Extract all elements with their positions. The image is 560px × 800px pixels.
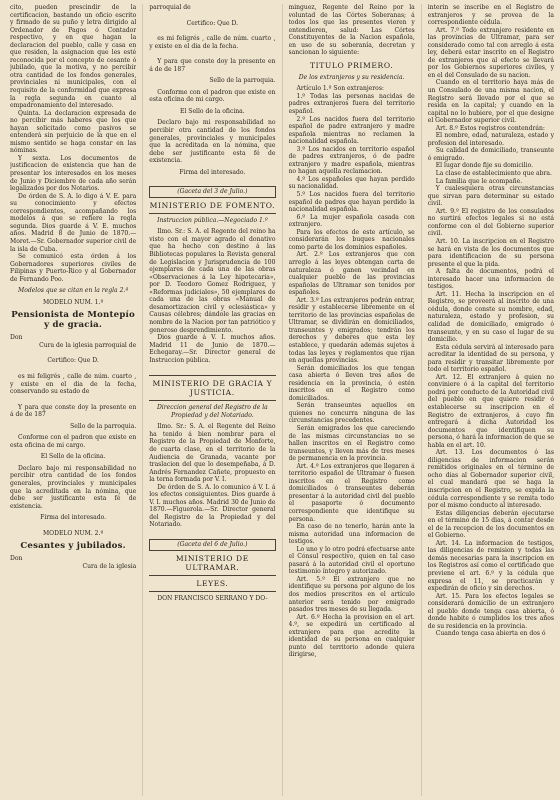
form-line: es mi feligrés , calle de núm. cuarto , y existe en el dia de la fecha, conservando su estado de [10, 372, 137, 396]
form-line: Cura de la iglesia parroquial de [39, 341, 137, 349]
article: Art. 11. Hecha la inscripcion en el Registro, se proveerá al inscrito de una cédula, donde conste su nombre, edad, naturaleza, estado y profesion, su calidad de domiciliado, emigrado ó transeunte, y en su caso el lugar de su domicilio. [427, 290, 554, 344]
law-intro: DON FRANCISCO SERRANO Y DO- [157, 594, 268, 602]
laws-heading: LEYES. [196, 578, 229, 588]
model-2-label: MODELO NUM. 2.º [42, 529, 104, 537]
article: Cuando en el territorio haya más de un Consulado de una misma nacion, el Registro será llevado por el que se resida en la capital; y cuando en la capital no lo hubiere, por el que designe el Gobernador superior civil. [427, 79, 554, 125]
paragraph: Ilmo. Sr.: S. A. el Regente del reino ha visto con el mayor agrado el donativo que ha hecho con destino á las Bibliotecas populares la Revista general de Legislacion y Jurisprudencia de 100 ejemplares de cada una de las obras «Observaciones á la Ley hipotecaria», por D. Teodoro Gomez Rodriguez, y «Reformas judiciales», 50 ejemplares de cada una de las obras «Manual de desamortizacion civil y eclesiástica» y Causas célebres; dándole las gracias en nombre de la Nacion por tan patriótico y generoso desprendimiento. [149, 228, 276, 334]
form-line: Don [10, 334, 23, 342]
article: A falta de documentos, podrá el interesado hacer una informacion de testigos. [427, 268, 554, 291]
form-line: Firma del interesado. [40, 514, 107, 522]
title-subheading: De los extranjeros y su residencia. [298, 73, 405, 81]
article: Art. 5.º El extranjero que no identifique su persona por alguno de los dos medios prescritos en el artículo anterior será tenido por emigrado pasados tres meses de su llegada. [288, 575, 415, 614]
model-2-heading: Cesantes y jubilados. [20, 541, 126, 552]
form-line: Sello de la parroquia. [209, 77, 276, 85]
article: La clase de establecimiento que abra. [435, 170, 552, 178]
article: Art. 12. El extranjero á quien no conviniere ó á la capital del territorio podrá por conducto de la Autoridad civil del pueblo en que quiere residir ó establecerse su inscripcion en el Registro de extranjeros, á cuyo fin entregará á dicha Autoridad los documentos que identifiquen su persona, ó hará la informacion de que se habla en el art. 10. [427, 373, 554, 449]
section-heading: Direccion general del Registro de la Propiedad y del Notariado. [156, 404, 268, 419]
article: 5.º Los nacidos fuera del territorio español de padres que hayan perdido la nacionalidad española. [288, 191, 415, 214]
form-line: Declaro bajo mi responsabilidad no percibir otra cantidad de los fondos generales, provinciales y municipales que la acreditada en la nómina, que debe ser justificante esta fé de existencia. [10, 464, 137, 510]
article: La familia que le acompañe. [435, 177, 523, 185]
article: El lugar donde fije su domicilio. [435, 162, 534, 170]
gazette-reference: (Gaceta del 3 de Julio.) [177, 188, 248, 196]
article: 6.º La mujer española casada con extranjero. [288, 213, 415, 229]
form-line: Y para que conste doy la presente en á de de 187 [10, 403, 137, 419]
article: En caso de no tenerlo, harán ante la misma autoridad una informacion de testigos. [288, 523, 415, 546]
model-1-heading: Pensionista de Montepío y de gracia. [11, 310, 135, 331]
column-divider [142, 4, 143, 796]
article: Art. 9.º El registro de los consulados no surtirá efectos legales si no está conforme con el del Gobierno superior civil. [427, 207, 554, 238]
form-line: Declaro bajo mi responsabilidad no percibir otra cantidad de los fondos generales, provinciales y municipales que la acreditada en la nómina, que debe ser justificante esta fé de existencia. [149, 119, 276, 165]
article: Para los efectos de este artículo, se considerarán los buques nacionales como parte de los dominios españoles. [288, 228, 415, 251]
article: Artículo 1.º Son extranjeros: [296, 85, 384, 93]
paragraph: Ilmo. Sr.: S. A. el Regente del Reino ha tenido á bien nombrar para el Registro de la Propiedad de Monforte, de cuarta clase, en el territorio de la Audiencia de Granada, vacante por traslacion del que lo desempeñaba, á D. Andrés Fernandez Cañete, propuesto en la terna formada por V. I. [149, 423, 276, 484]
column-3 [289, 4, 415, 796]
article: Art. 10. La inscripcion en el Registro se hará en vista de los documentos que para identificacion de su persona presente el que la pida. [427, 237, 554, 268]
article: 4.º Los españoles que hayan perdido su nacionalidad. [288, 175, 415, 191]
paragraph: cito, pueden prescindir de la certificacion, bastando un oficio escrito y firmado de su puño y letra dirigido al Ordenador de Pagos ó Contador respectivo, y en que hagan la declaracion del pueblo, calle y casa en que residen, la asignacion que les esté reconocida por el concepto de cesante ó jubilado, que la motiva, y no percibir otra cantidad de los fondos generales, provinciales ni municipales, con el requisito de la conformidad que expresa la regla segunda en cuanto al empadronamiento del interesado. [10, 4, 137, 110]
article: Serán transeuntes aquellos en quienes no concurra ninguna de las circunstancias precedentes. [288, 402, 415, 425]
article: Y cualesquiera otras circunstancias que sirvan para determinar su estado civil. [427, 185, 554, 208]
form-line: Sello de la parroquia. [70, 422, 137, 430]
paragraph: Y sexta. Los documentos de justificacion de existencia que han de presentar los interesados en los meses de Junio y Diciembre de cada año serán legalizados por dos Notarios. [10, 154, 137, 193]
ministry-heading: MINISTERIO DE ULTRAMAR. [175, 553, 249, 572]
form-line: Cura de la iglesia [82, 562, 137, 570]
article: interin se inscribe en el Registro de extranjeros y se provea de la correspondiente cédula. [427, 4, 554, 27]
article: 3.º Los nacidos en territorio español de padres extranjeros, ó de padre extranjero y madre española, mientras no hagan aquella reclamacion. [288, 145, 415, 176]
article: Art. 15. Para los efectos legales se considerará domicilio de un extranjero el pueblo donde tenga casa abierta, ó donde habite ó cumplidos los tres años de su residencia en la provincia. [427, 592, 554, 630]
columns [10, 4, 554, 796]
paragraph: De órden de S. A. lo comunico á V. I. á los efectos consiguientes. Dios guarde á V. I. muchos años. Madrid 30 de Junio de 1870.—Figuerola.—Sr. Director general del Registro de la Propiedad y del Notariado. [149, 483, 276, 529]
section-heading: Instruccion pública.—Negociado 1.º [157, 216, 268, 224]
form-line: parroquial de [149, 4, 191, 11]
article: Art. 2.º Los extranjeros que con arreglo á las leyes obtengan carta de naturaleza ó ganen vecindad en cualquier pueblo de las provincias españolas de Ultramar son tenidos por españoles. [288, 251, 415, 297]
form-line: Don [10, 555, 23, 563]
article: Art. 3.º Los extranjeros podrán entrar, residir y establecerse libremente en el territorio de las provincias españolas de Ultramar, se dividirán en domiciliados, transeuntes y emigrados; tendrán los derechos y deberes que esta ley establece, y quedarán además sujetos á todas las leyes y reglamentos que rijan en aquellas provincias. [288, 296, 415, 365]
gazette-reference: (Gaceta del 6 de Julio.) [177, 540, 248, 548]
paragraph: Dios guarde á V. I. muchos años. Madrid 11 de Junio de 1870.—Echegaray.—Sr. Director general de Instruccion pública. [149, 334, 276, 364]
article: Serán emigrados los que careciendo de las mismas circunstancias no se hallen inscritos en el Registro como transeuntes, y lleven más de tres meses de permanencia en la provincia. [288, 424, 415, 463]
article: El nombre, edad, naturaleza, estado y profesion del interesado. [427, 132, 554, 147]
form-line: Certifico: Que D. [186, 19, 239, 27]
form-line: Y para que conste doy la presente en á de de 187 [149, 58, 276, 73]
column-divider [282, 4, 283, 796]
article: Art. 6.º Hecha la provision en el art. 4.º, se expedirá un certificado al extranjero para que acredite la identidad de su persona en cualquier punto del territorio adonde quiera dirigirse, [288, 613, 415, 659]
article: Art. 8.º Estos registros contendrán: [435, 124, 545, 132]
article: Lo uno y lo otro podrá efectuarse ante el Cónsul respectivo, quien en tal caso pasará á la autoridad civil el oportuno testimonio íntegro y autorizado. [288, 545, 415, 576]
form-line: Firma del interesado. [179, 168, 246, 176]
paragraph: Se comunicó esta órden á los Gobernadores superiores civiles de Filipinas y Puerto-Rico y al Gobernador de Fernando Poo. [10, 253, 137, 283]
column-4 [428, 4, 554, 796]
article: 1.º Todas las personas nacidas de padres extranjeros fuera del territorio español. [288, 92, 415, 116]
paragraph: Quinta. La declaracion expresada de no percibir más haberes que los que hayan solicitado como pasivos se entenderá sin perjuicio de la que en el mismo sentido se haga constar en las nóminas. [10, 109, 137, 155]
ministry-heading: MINISTERIO DE GRACIA Y JUSTICIA. [152, 379, 273, 398]
gazette-box [149, 186, 275, 198]
paragraph: minguez, Regente del Reino por la voluntad de las Córtes Soberanas; á todos los que las presentes vieren y entendieren, salud: Las Córtes Constituyentes de la Nacion española, en uso de su soberanía, decretan y sancionan lo siguiente: [288, 4, 415, 57]
column-1 [10, 4, 136, 796]
article: Estas diligencias deberán ejecutarse en el término de 15 dias, á contar desde el de la recepcion de los documentos en el Gobierno. [427, 509, 554, 540]
ministry-heading: MINISTERIO DE FOMENTO. [149, 200, 276, 210]
form-line: El Sello de la oficina. [40, 453, 106, 461]
article: Art. 14. La informacion de testigos, las diligencias de remision y todas las demás necesarias para la inscripcion en los Registros así como el certificado que previene el art. 6.º y la cédula que expresa el 11, se practicarán y expedirán de oficio y sin derechos. [427, 539, 554, 593]
form-line: Conforme con el padron que existe en esta oficina de mi cargo. [10, 434, 137, 449]
article: Su calidad de domiciliado, transeunte ó emigrado. [427, 147, 554, 162]
article: Art. 7.º Todo extranjero residente en las provincias de Ultramar, para ser considerado como tal con arreglo á esta ley, deberá estar inscrito en el Registro de extranjeros que al efecto se llevará por los Gobiernos superiores civiles, y en el del Consulado de su nacion. [427, 26, 554, 79]
column-divider [421, 4, 422, 796]
model-1-label: MODELO NUM. 1.º [42, 298, 104, 306]
form-line: Certifico: Que D. [47, 357, 99, 365]
gazette-box [149, 539, 275, 551]
article: Serán domiciliados los que tengan casa abierta ó lleven tres años de residencia en la provincia, ó estén inscritos en el Registro como domiciliados. [288, 364, 415, 402]
article: 2.º Los nacidos fuera del territorio español de padre extranjero y madre española mientras no reclamen la nacionalidad española. [288, 115, 415, 146]
article: Art. 4.º Los extranjeros que llegaren á territorio español de Ultramar ó fuesen inscritos en el Registro como domiciliados ó transeuntes deberán presentar á la autoridad civil del pueblo el pasaporte ó documento correspondiente que identifique su persona. [288, 462, 415, 523]
form-line: Conforme con el padron que existe en esta oficina de mi cargo. [149, 88, 276, 104]
article: Cuando tenga casa abierta en dos ó [435, 630, 546, 638]
form-line: El Sello de la oficina. [180, 107, 245, 115]
paragraph: De órden de S. A. lo digo á V. E. para su conocimiento y efectos correspondientes, acompañando los modelos á que se refiere la regla segunda. Dios guarde á V. E. muchos años. Madrid 8 de Junio de 1870.—Moret.—Sr. Gobernador superior civil de la isla de Cuba. [10, 192, 137, 253]
article: Art. 13. Los documentos ó las diligencias de informacion serán remitidos originales en el término de ocho dias al Gobernador superior civil, el cual mandará que se haga la inscripcion en el Registro, se expida la cédula correspondiente y se remita todo por el mismo conducto al interesado. [427, 449, 554, 510]
form-line: es mi feligrés , calle de núm. cuarto , y existe en el dia de la fecha. [149, 35, 276, 50]
column-2 [149, 4, 275, 796]
article: Esta cédula servirá al interesado para acreditar la identidad de su persona, y para residir y transitar libremente por todo el territorio español. [427, 343, 554, 374]
title-heading: TITULO PRIMERO. [309, 60, 394, 70]
models-intro: Modelos que se citan en la regla 2.ª [18, 287, 129, 295]
